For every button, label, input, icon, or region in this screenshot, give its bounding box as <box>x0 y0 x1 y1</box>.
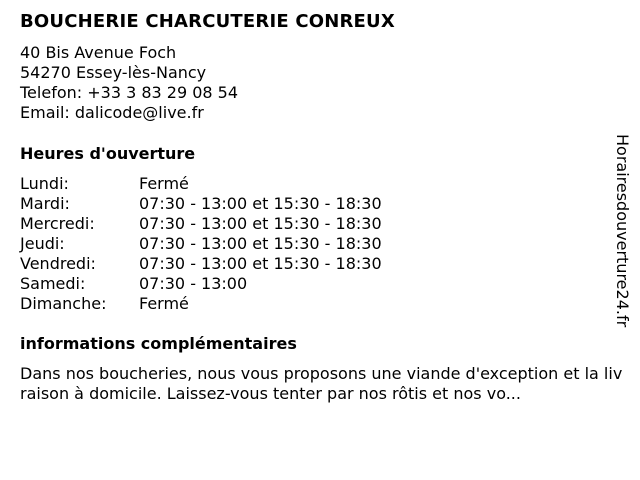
day-hours: 07:30 - 13:00 et 15:30 - 18:30 <box>139 234 382 253</box>
hours-row-friday <box>20 254 382 274</box>
hours-row-monday <box>20 174 382 194</box>
day-label: Samedi: <box>20 274 86 293</box>
watermark <box>602 134 640 344</box>
day-hours: 07:30 - 13:00 et 15:30 - 18:30 <box>139 214 382 233</box>
day-hours: Fermé <box>139 294 189 313</box>
day-label: Jeudi: <box>20 234 65 253</box>
day-label: Dimanche: <box>20 294 107 313</box>
contact-block <box>20 43 238 123</box>
day-hours: 07:30 - 13:00 et 15:30 - 18:30 <box>139 254 382 273</box>
city-address: 54270 Essey-lès-Nancy <box>20 63 207 82</box>
hours-table <box>20 174 382 314</box>
hours-row-thursday <box>20 234 382 254</box>
day-hours: Fermé <box>139 174 189 193</box>
hours-row-tuesday <box>20 194 382 214</box>
day-hours: 07:30 - 13:00 et 15:30 - 18:30 <box>139 194 382 213</box>
email-address[interactable]: Email: dalicode@live.fr <box>20 103 204 122</box>
phone-number[interactable]: Telefon: +33 3 83 29 08 54 <box>20 83 239 102</box>
hours-row-sunday <box>20 294 382 314</box>
hours-heading: Heures d'ouverture <box>20 144 196 163</box>
day-label: Vendredi: <box>20 254 96 273</box>
business-name: BOUCHERIE CHARCUTERIE CONREUX <box>20 11 395 32</box>
street-address: 40 Bis Avenue Foch <box>20 43 177 62</box>
hours-row-saturday <box>20 274 382 294</box>
info-text: Dans nos boucheries, nous vous proposons une viande d'exception et la livraison à domicile. Laissez-vous tenter par nos rôtis et nos vo... <box>20 364 623 403</box>
day-hours: 07:30 - 13:00 <box>139 274 248 293</box>
hours-row-wednesday <box>20 214 382 234</box>
day-label: Lundi: <box>20 174 69 193</box>
day-label: Mardi: <box>20 194 70 213</box>
info-heading: informations complémentaires <box>20 334 297 353</box>
day-label: Mercredi: <box>20 214 95 233</box>
watermark-text: Horairesdouverture24.fr <box>613 134 632 328</box>
